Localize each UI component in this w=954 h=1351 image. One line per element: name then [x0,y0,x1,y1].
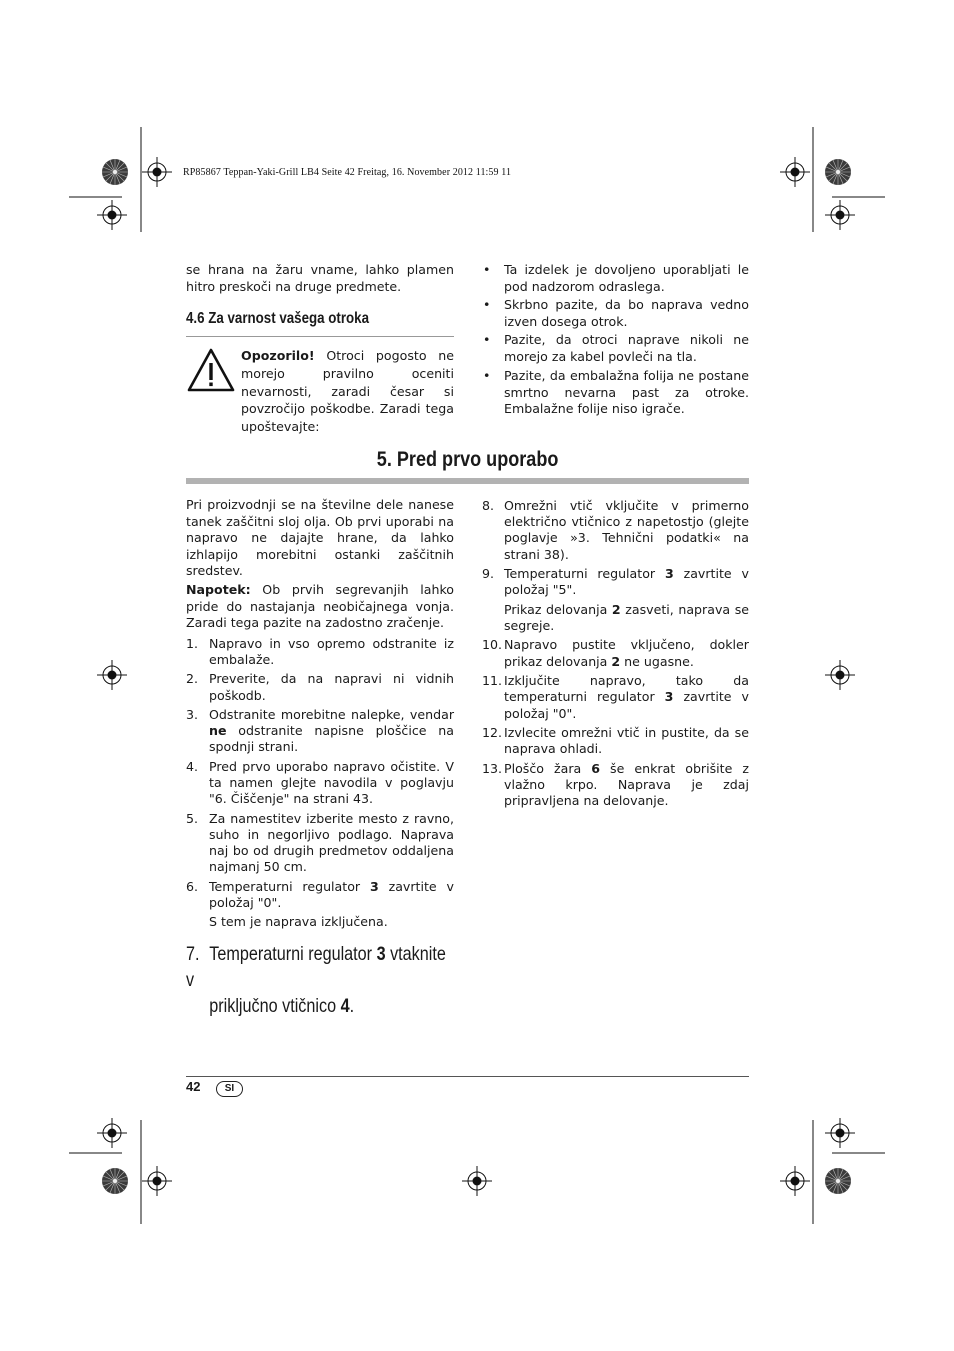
step-number: 10. [482,637,503,653]
step-bold: 2 [611,602,621,617]
continuation-paragraph: se hrana na žaru vname, lahko plamen hitro preskoči na druge predmete. [186,262,454,294]
list-item-text: Ta izdelek je dovoljeno uporabljati le pod nadzorom odraslega. [504,262,749,294]
step-bold: 3 [664,689,674,705]
step-text: Temperaturni regulator [209,943,377,965]
step-number: 6. [186,878,199,894]
step-text: Preverite, da na napravi ni vidnih poškodb. [209,671,454,703]
step-number: 2. [186,671,199,687]
step-text: Za namestitev izberite mesto z ravno, suho in negorljivo podlago. Naprava naj bo od drugih predmetov oddaljena najmanj 50 cm. [209,810,454,875]
step-sub-text: S tem je naprava izključena. [209,914,388,930]
step-text: zavrtite v položaj "0". [504,689,749,721]
step-text: priključno vtičnico [209,995,341,1017]
step-text: zavrtite v položaj "5". [504,566,750,598]
step-text: zasveti, naprava se segreje. [504,602,750,634]
step-number: 3. [186,706,199,722]
step-text: Pred prvo uporabo napravo očistite. V ta namen glejte navodila v poglavju "6. Čiščenje" na strani 43. [209,758,454,807]
step-text: . [349,995,355,1017]
section-heading-4-6: 4.6 Za varnost vašega otroka [186,310,370,327]
step-text: zavrtite v položaj "0". [209,878,455,910]
crop-mark [69,127,885,1224]
color-wheel-icon [102,159,851,1194]
chapter-title: 5. Pred prvo uporabo [376,448,559,471]
step-bold: 3 [369,878,379,894]
language-badge: SI [216,1081,243,1097]
step-number: 9. [482,566,495,582]
intro-paragraph: Pri proizvodnji se na številne dele nanese tanek zaščitni sloj olja. Ob prvi uporabi na napravo ne dajajte hrane, da lahko izhlapijo morebitni ostanki zaščitnih sredstev. [186,497,454,579]
step-text: ne ugasne. [620,653,694,669]
step-text: Temperaturni regulator [504,566,665,582]
note-label: Napotek: [186,581,251,597]
step-text: Temperaturni regulator [209,878,370,894]
step-number: 13. [482,761,503,776]
bullet-mark: • [483,332,491,348]
step-text: odstranite napisne ploščice na spodnji strani. [209,723,454,755]
note-text: Ob prvih segrevanjih lahko pride do nastajanja neobičajnega vonja. Zaradi tega pazite na zadostno zračenje. [186,581,454,631]
step-bold: 3 [376,943,386,965]
step-number: 5. [186,810,199,826]
registration-mark-icon [97,157,855,1196]
list-item-text: Pazite, da otroci naprave nikoli ne morejo za kabel povleči na tla. [504,332,749,365]
step-text: Napravo pustite vključeno, dokler prikaz delovanja [504,637,749,669]
step-text: vtaknite v [186,943,446,991]
step-bold: 4 [340,995,350,1017]
bullet-mark: • [483,297,491,313]
step-text: Prikaz delovanja [504,602,612,617]
step-bold: 6 [591,761,601,776]
step-text: Odstranite morebitne nalepke, vendar [209,706,454,722]
step-bold: ne [209,723,227,739]
step-bold: 3 [664,566,674,582]
step-number: 12. [482,725,503,741]
step-text: še enkrat obrišite z vlažno krpo. Naprava je zdaj pripravljena na delovanje. [504,761,749,809]
step-text: Napravo in vso opremo odstranite iz embalaže. [209,635,454,667]
step-number: 8. [482,498,495,513]
print-slug: RP85867 Teppan-Yaki-Grill LB4 Seite 42 Freitag, 16. November 2012 11:59 11 [183,167,512,178]
step-bold: 2 [611,653,621,669]
step-number: 11. [482,673,503,689]
step-number: 1. [186,635,199,651]
bullet-mark: • [483,367,491,383]
step-text: Ploščo žara [504,761,592,776]
page-number: 42 [186,1079,201,1094]
step-number: 4. [186,758,199,774]
step-text: Izvlecite omrežni vtič in pustite, da se naprava ohladi. [504,725,749,757]
bullet-mark: • [483,262,491,277]
step-text: Izključite napravo, tako da temperaturni regulator [504,673,749,705]
list-item-text: Skrbno pazite, da bo naprava vedno izven dosega otrok. [504,297,749,330]
warning-label: Opozorilo! [241,348,315,363]
list-item-text: Pazite, da embalažna folija ne postane smrtno nevarna past za otroke. Embalažne folije niso igrače. [504,367,749,417]
step-text: Omrežni vtič vključite v primerno električno vtičnico z napetostjo (glejte poglavje »3. Tehnični podatki« na strani 38). [504,498,749,562]
warning-body: Otroci pogosto ne morejo pravilno oceniti nevarnosti, zaradi česar si povzročijo poškodbe. Zaradi tega upoštevajte: [241,348,454,435]
step-number: 7. [186,943,200,965]
